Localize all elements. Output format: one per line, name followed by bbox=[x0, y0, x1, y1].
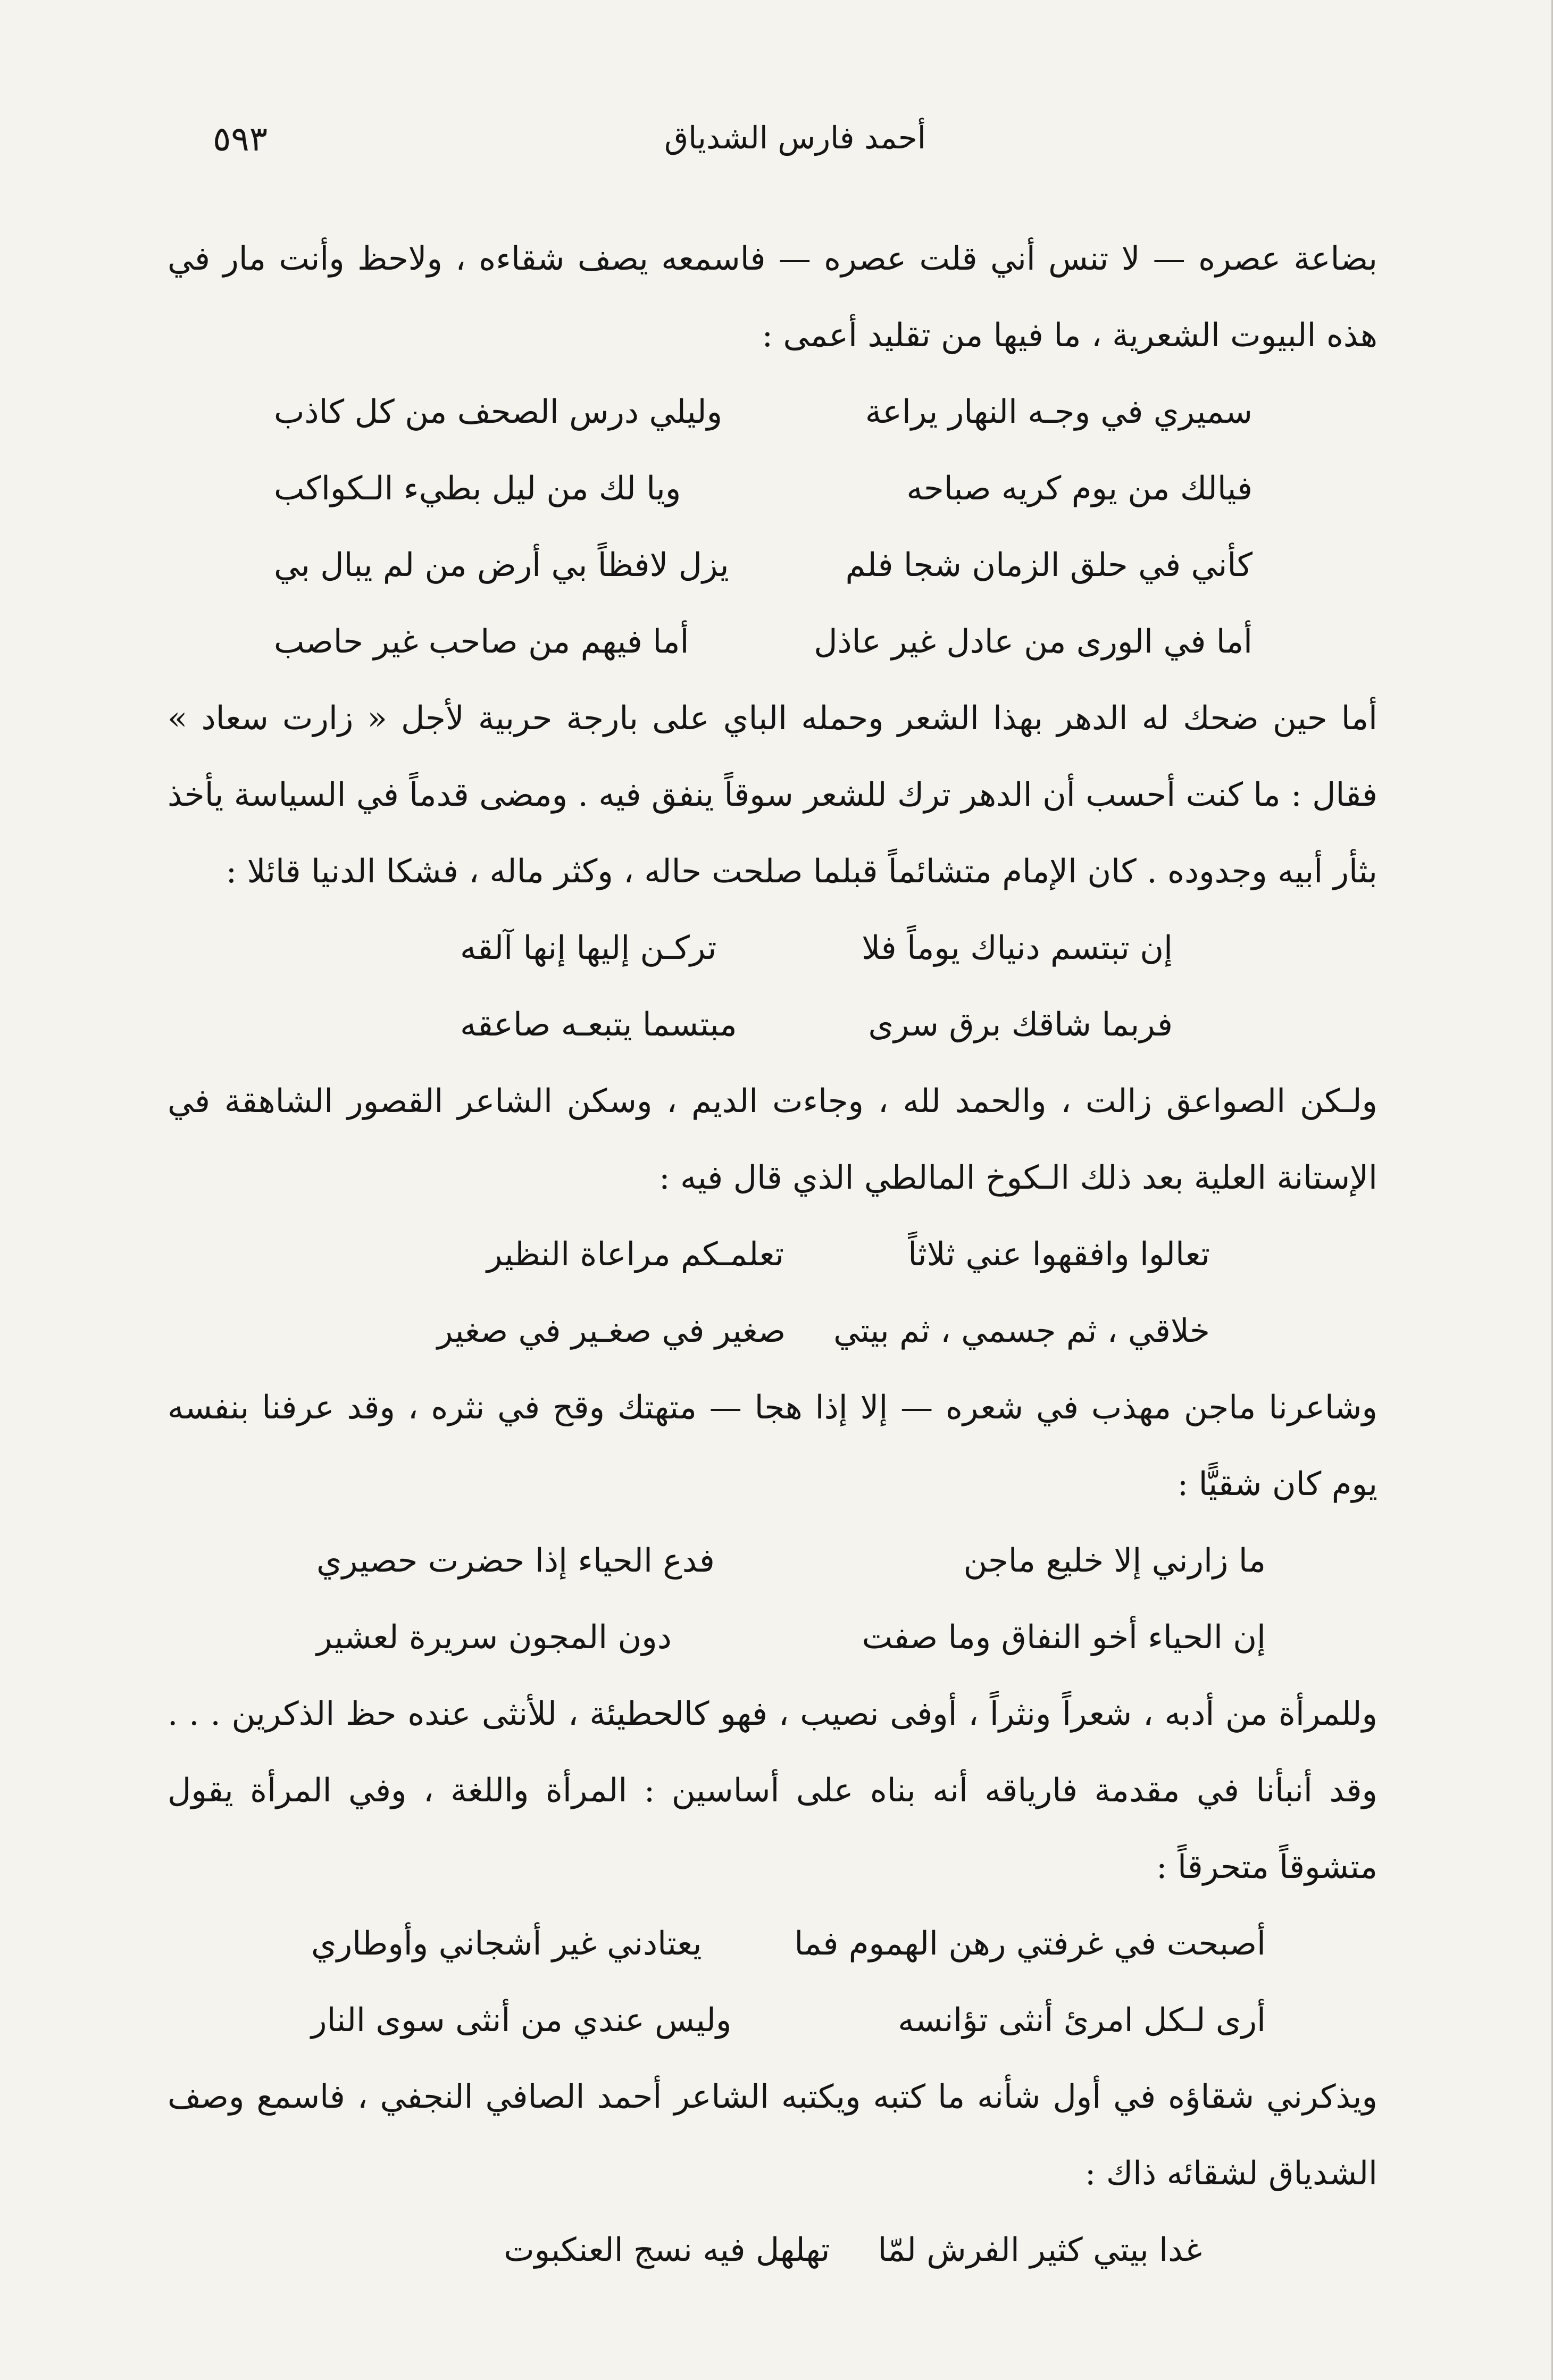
verse-line bbox=[168, 450, 1377, 527]
verse-gap bbox=[746, 1906, 794, 1982]
prose-paragraph: بضاعة عصره — لا تنس أني قلت عصره — فاسمعه يصف شقاءه ، ولاحظ وأنت مار في هذه البيوت الشعرية ، ما فيها من تقليد أعمى : bbox=[168, 240, 1377, 354]
verse-gap bbox=[767, 1599, 815, 1676]
verse-second-hemistich: ويا لك من ليل بطيء الـكواكب bbox=[274, 470, 681, 507]
verse-second-hemistich: مبتسما يتبعـه صاعقه bbox=[460, 1006, 737, 1043]
verse-second-hemistich: يعتادني غير أشجاني وأوطاري bbox=[311, 1925, 702, 1963]
prose-paragraph: أما حين ضحك له الدهر بهذا الشعر وحمله الباي على بارجة حربية لأجل « زارت سعاد » فقال : ما كنت أحسب أن الدهر ترك للشعر سوقاً ينفق فيه . ومضى قدماً في السياسة يأخذ بثأر أبيه وجدوده . كان الإمام متشائماً قبلما صلحت حاله ، وكثر ماله ، فشكا الدنيا قائلا : bbox=[168, 699, 1377, 890]
verse-line bbox=[168, 2212, 1377, 2289]
verse-line bbox=[168, 1216, 1377, 1293]
verse-first-hemistich: غدا بيتي كثير الفرش لمّا bbox=[878, 2231, 1202, 2269]
verse-first-hemistich: خلاقي ، ثم جسمي ، ثم بيتي bbox=[833, 1312, 1210, 1350]
verse-gap bbox=[739, 604, 787, 680]
verse-first-hemistich: أرى لـكل امرئ أنثى تؤانسه bbox=[898, 2001, 1266, 2039]
verse-gap bbox=[830, 2212, 878, 2289]
verse-gap bbox=[767, 1523, 815, 1599]
verse-line bbox=[168, 1982, 1377, 2059]
verse-gap bbox=[792, 987, 840, 1063]
verse-line bbox=[168, 1293, 1377, 1369]
verse-gap bbox=[739, 374, 787, 450]
running-head-title: أحمد فارس الشدياق bbox=[664, 120, 926, 156]
verse-second-hemistich: وليلي درس الصحف من كل كاذب bbox=[274, 393, 723, 431]
verse-line bbox=[168, 604, 1377, 680]
page-number: ٥٩٣ bbox=[213, 120, 268, 159]
verse-second-hemistich: يزل لافظاً بي أرض من لم يبال بي bbox=[274, 546, 729, 584]
prose-paragraph: ولـكن الصواعق زالت ، والحمد لله ، وجاءت الديم ، وسكن الشاعر القصور الشاهقة في الإستانة العلية بعد ذلك الـكوخ المالطي الذي قال فيه : bbox=[168, 1082, 1377, 1197]
verse-second-hemistich: تعلمـكم مراعاة النظير bbox=[487, 1235, 784, 1273]
verse-line bbox=[168, 910, 1377, 987]
verse-line bbox=[168, 987, 1377, 1063]
running-head bbox=[213, 120, 1377, 183]
verse-first-hemistich: فربما شاقك برق سرى bbox=[868, 1006, 1173, 1043]
verse-first-hemistich: ما زارني إلا خليع ماجن bbox=[963, 1542, 1266, 1580]
verse-first-hemistich: كأني في حلق الزمان شجا فلم bbox=[845, 546, 1253, 584]
verse-second-hemistich: وليس عندي من أنثى سوى النار bbox=[311, 2001, 732, 2039]
verse-second-hemistich: تهلهل فيه نسج العنكبوت bbox=[504, 2231, 830, 2269]
verse-gap bbox=[824, 1216, 872, 1293]
verse-gap bbox=[765, 1982, 813, 2059]
verse-gap bbox=[792, 910, 840, 987]
verse-gap bbox=[739, 527, 787, 604]
verse-first-hemistich: فيالك من يوم كريه صباحه bbox=[906, 470, 1253, 507]
prose-paragraph: وشاعرنا ماجن مهذب في شعره — إلا إذا هجا — متهتك وقح في نثره ، وقد عرفنا بنفسه يوم كان شقيًّا : bbox=[168, 1389, 1377, 1503]
verse-line bbox=[168, 1599, 1377, 1676]
verse-first-hemistich: إن الحياء أخو النفاق وما صفت bbox=[862, 1618, 1266, 1656]
verse-first-hemistich: إن تبتسم دنياك يوماً فلا bbox=[862, 929, 1173, 967]
verse-first-hemistich: أما في الورى من عادل غير عاذل bbox=[814, 623, 1253, 661]
verse-first-hemistich: سميري في وجـه النهار يراعة bbox=[865, 393, 1253, 431]
prose-paragraph: وللمرأة من أدبه ، شعراً ونثراً ، أوفى نصيب ، فهو كالحطيئة ، للأنثى عنده حظ الذكرين . . . وقد أنبأنا في مقدمة فارياقه أنه بناه على أساسين : المرأة واللغة ، وفي المرأة يقول متشوقاً متحرقاً : bbox=[168, 1695, 1377, 1886]
verse-first-hemistich: أصبحت في غرفتي رهن الهموم فما bbox=[794, 1925, 1266, 1963]
verse-line bbox=[168, 1523, 1377, 1599]
verse-first-hemistich: تعالوا وافقهوا عني ثلاثاً bbox=[908, 1235, 1210, 1273]
verse-line bbox=[168, 1906, 1377, 1982]
verse-second-hemistich: تركـن إليها إنها آلقه bbox=[460, 929, 717, 967]
verse-line bbox=[168, 374, 1377, 450]
verse-second-hemistich: أما فيهم من صاحب غير حاصب bbox=[274, 623, 689, 661]
verse-gap bbox=[739, 450, 787, 527]
verse-second-hemistich: صغير في صغـير في صغير bbox=[437, 1312, 786, 1350]
verse-line bbox=[168, 527, 1377, 604]
verse-gap bbox=[786, 1293, 833, 1369]
verse-second-hemistich: دون المجون سريرة لعشير bbox=[316, 1618, 672, 1656]
verse-second-hemistich: فدع الحياء إذا حضرت حصيري bbox=[316, 1542, 715, 1580]
prose-paragraph: ويذكرني شقاؤه في أول شأنه ما كتبه ويكتبه الشاعر أحمد الصافي النجفي ، فاسمع وصف الشدياق لشقائه ذاك : bbox=[168, 2078, 1377, 2192]
body-text bbox=[168, 221, 1377, 2289]
